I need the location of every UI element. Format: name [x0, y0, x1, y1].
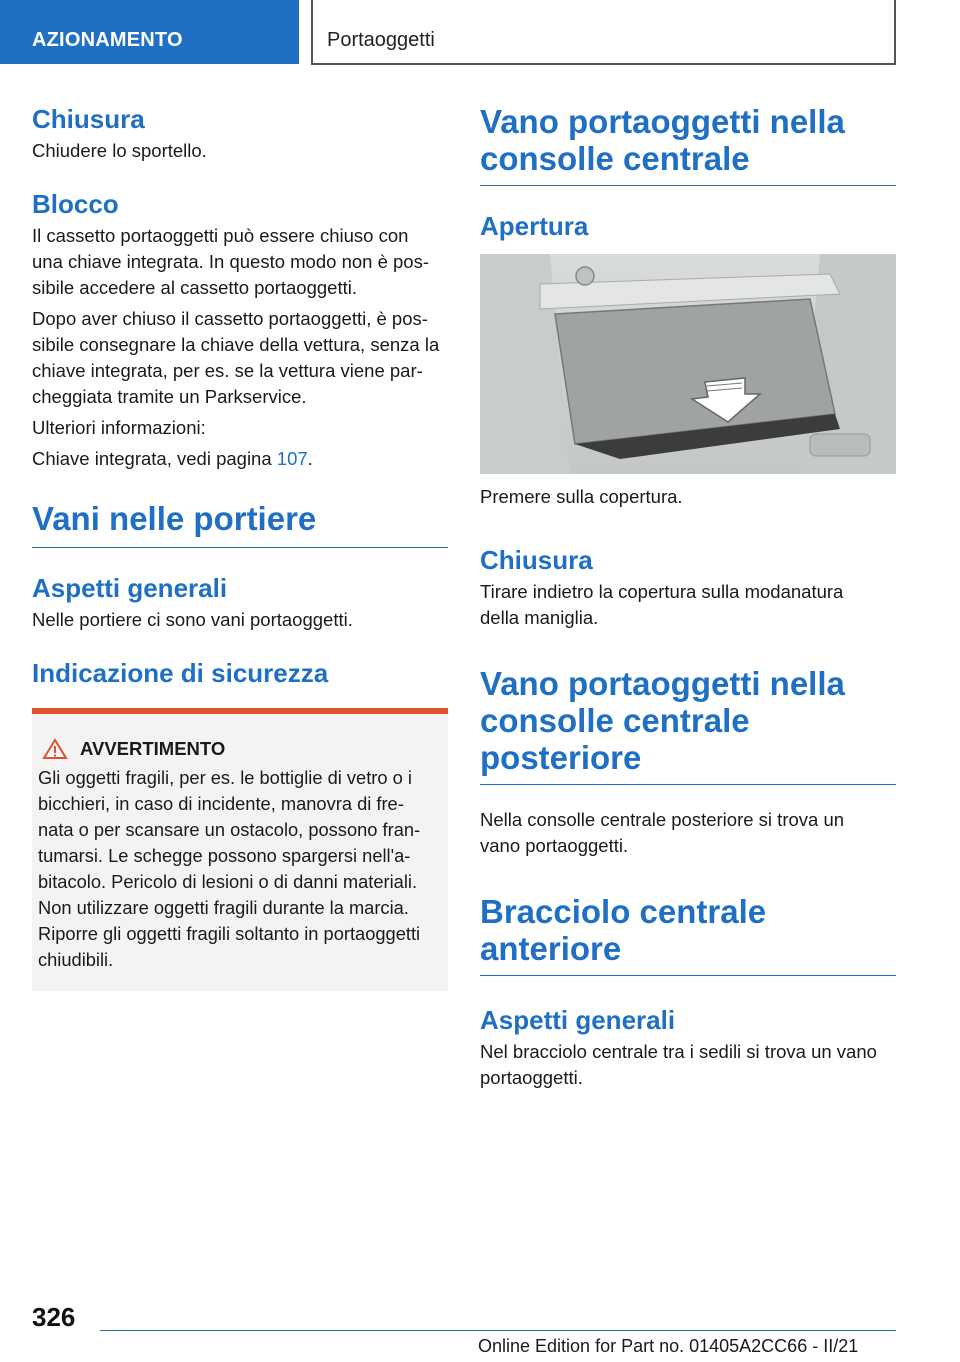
ulteriori-label: Ulteriori informazioni: [32, 417, 206, 438]
blocco-heading: Blocco [32, 189, 119, 219]
aspetti-generali-right-text: Nel bracciolo centrale tra i sedili si trova un vano portaoggetti. [480, 1041, 877, 1088]
warning-text: Gli oggetti fragili, per es. le bottiglie di vetro o i bicchieri, in caso di incidente, manovra di fre- nata o per scansare un ostacolo, possono fran- tumarsi. Le schegge possono spargersi nell'a- bitacolo. Pericolo di lesioni o di danni materiali. Non utilizzare oggetti fragili durante la marcia. Riporre gli oggetti fragili soltanto in portaoggetti chiudibili. [38, 767, 421, 970]
apertura-heading: Apertura [480, 211, 589, 241]
chapter-title: Portaoggetti [311, 0, 896, 65]
page-number: 326 [32, 1302, 76, 1332]
chiusura-right-text: Tirare indietro la copertura sulla modanatura della maniglia. [480, 581, 844, 628]
vano-consolle-heading: Vano portaoggetti nella consolle centrale [480, 103, 896, 186]
section-tab: AZIONAMENTO [0, 0, 299, 64]
vani-portiere-heading: Vani nelle portiere [32, 500, 448, 548]
left-column [32, 100, 448, 689]
sicurezza-heading: Indicazione di sicurezza [32, 658, 329, 688]
footer-rule [100, 1330, 896, 1331]
edition-text: Online Edition for Part no. 01405A2CC66 - II/21 [478, 1336, 859, 1356]
chiusura-right-heading: Chiusura [480, 545, 593, 575]
aspetti-generali-heading: Aspetti generali [32, 573, 228, 603]
blocco-paragraph-2: Dopo aver chiuso il cassetto portaoggetti, è pos- sibile consegnare la chiave della vettura, senza la chiave integrata, per es. se la vettura viene par- cheggiata tramite un Parkservice. [32, 308, 440, 407]
page-link-107[interactable]: 107 [276, 448, 308, 469]
warning-box [32, 708, 448, 991]
warning-header [42, 738, 448, 760]
blocco-paragraph-1: Il cassetto portaoggetti può essere chiuso con una chiave integrata. In questo modo non è pos- sibile accedere al cassetto portaoggetti. [32, 225, 429, 298]
right-column [480, 100, 896, 242]
chiave-reference: Chiave integrata, vedi pagina 107. [32, 448, 313, 469]
chiusura-text: Chiudere lo sportello. [32, 140, 207, 161]
apertura-text: Premere sulla copertura. [480, 486, 683, 507]
vano-posteriore-text: Nella consolle centrale posteriore si trova un vano portaoggetti. [480, 809, 845, 856]
vano-posteriore-heading: Vano portaoggetti nella consolle centrale posteriore [480, 665, 896, 785]
right-column-lower [480, 484, 896, 1091]
chiusura-heading: Chiusura [32, 104, 145, 134]
aspetti-generali-right-heading: Aspetti generali [480, 1005, 676, 1035]
aspetti-generali-text: Nelle portiere ci sono vani portaoggetti. [32, 609, 353, 630]
bracciolo-heading: Bracciolo centrale anteriore [480, 893, 896, 976]
warning-title: AVVERTIMENTO [80, 738, 226, 759]
console-storage-illustration [480, 254, 896, 474]
warning-triangle-icon [42, 738, 68, 760]
storage-cover-image [480, 254, 896, 474]
